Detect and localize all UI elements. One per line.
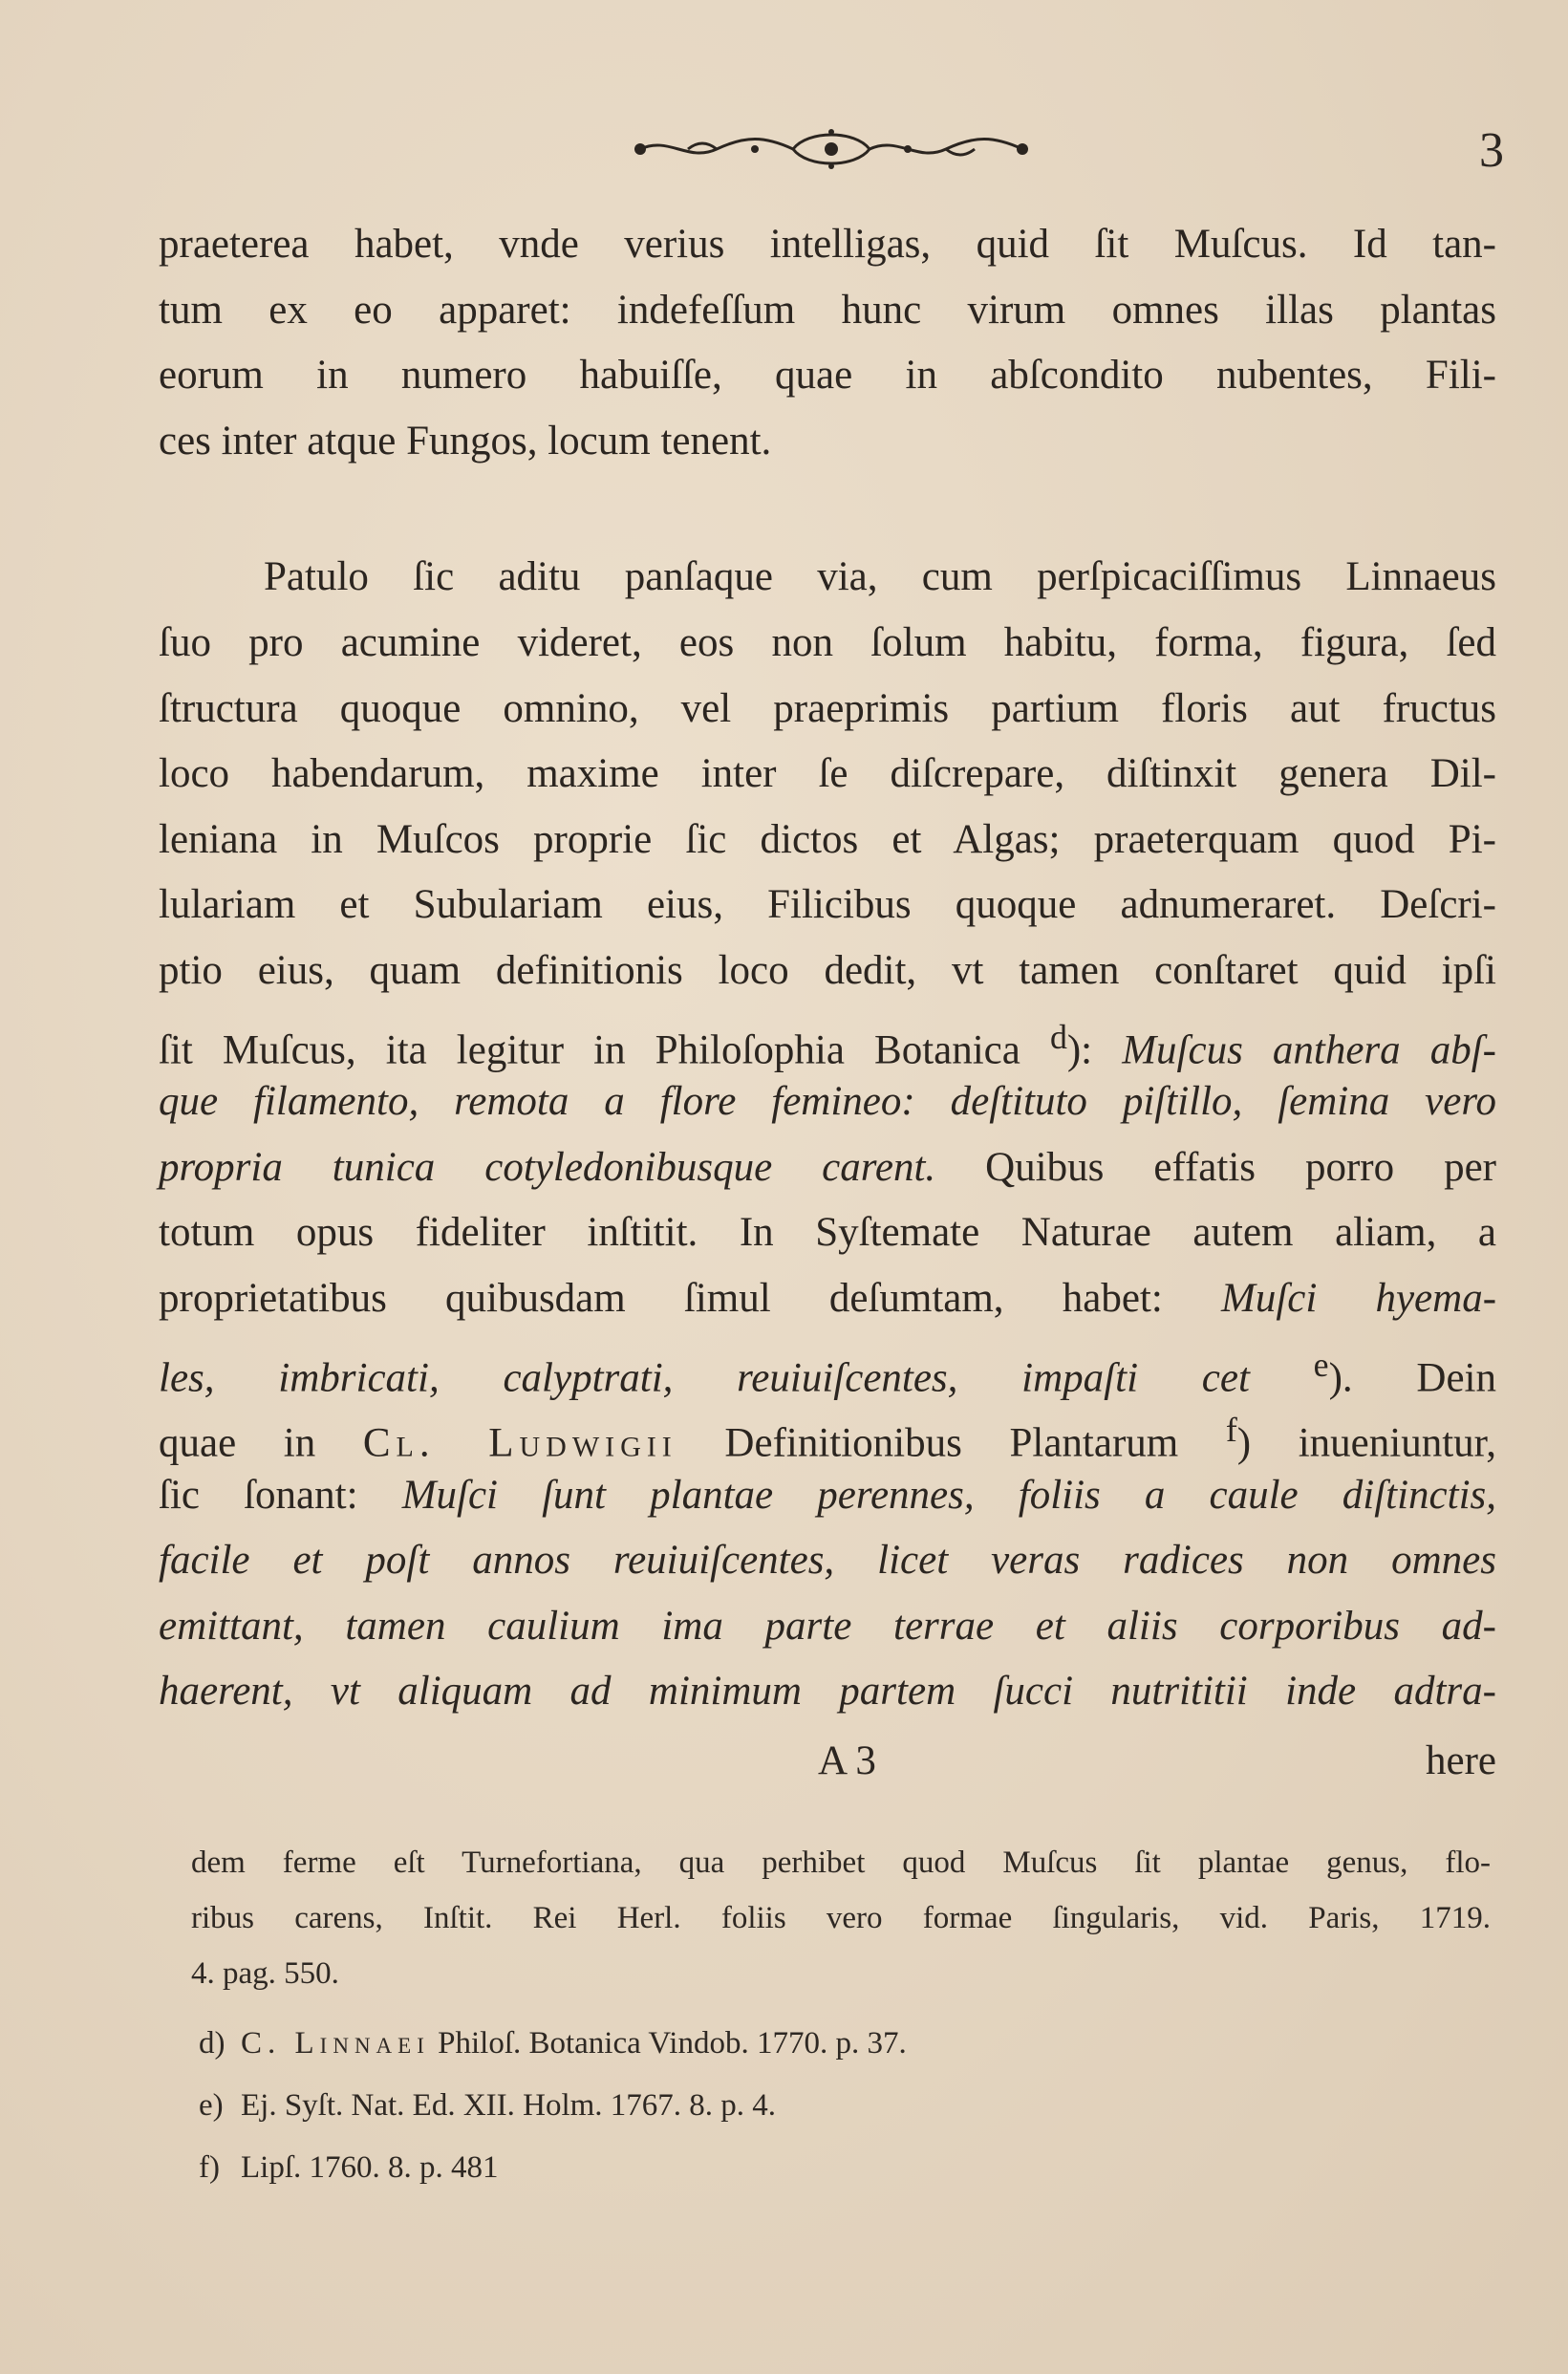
- page-number: 3: [1479, 123, 1504, 178]
- text-span: quae in: [159, 1420, 316, 1466]
- signature-line: [159, 1730, 1496, 1793]
- text-line: Patulo ſic aditu panſaque via, cum perſpicaciſſimus Linnaeus: [264, 554, 1496, 600]
- text-line: [159, 1397, 1497, 1466]
- footnote-d: [199, 2026, 907, 2061]
- text-line: emittant, tamen caulium ima parte terrae et aliis corporibus ad-: [159, 1603, 1496, 1649]
- text-line: ſtructura quoque omnino, vel praeprimis partium floris aut fructus: [159, 685, 1496, 731]
- italic-span: Muſci hyema-: [1221, 1275, 1497, 1321]
- text-line: ptio eius, quam definitionis loco dedit, vt tamen conſtaret quid ipſi: [159, 947, 1496, 993]
- text-line: que filamento, remota a flore femineo: deſtituto piſtillo, ſemina vero: [159, 1079, 1496, 1125]
- footnotes: [191, 1835, 1491, 2185]
- text-line: tum ex eo apparet: indefeſſum hunc virum omnes illas plantas: [159, 287, 1496, 333]
- text-span: Quibus effatis porro per: [935, 1144, 1496, 1190]
- footnote-f: [199, 2150, 499, 2186]
- footnote-text: Philoſ. Botanica Vindob. 1770. p. 37.: [438, 2026, 907, 2061]
- catchword: here: [1426, 1738, 1496, 1783]
- text-span: ) inueniuntur,: [1236, 1420, 1497, 1466]
- footnote-ref: e: [1313, 1345, 1329, 1384]
- ornament-icon: [631, 122, 1032, 176]
- footnote-ref: f: [1225, 1411, 1237, 1450]
- text-line: praeterea habet, vnde verius intelligas, quid ſit Muſcus. Id tan-: [159, 222, 1496, 267]
- author-name: Cl. Ludwigii: [362, 1420, 677, 1466]
- footnote-line: ribus carens, Inſtit. Rei Herl. foliis vero formae ſingularis, vid. Paris, 1719.: [191, 1901, 1491, 1935]
- footnote-ref: d: [1049, 1017, 1067, 1056]
- text-span: ):: [1066, 1026, 1123, 1072]
- paragraph-gap: [159, 474, 1496, 545]
- text-line: ces inter atque Fungos, locum tenent.: [159, 418, 772, 464]
- text-span: ). Dein: [1328, 1354, 1496, 1400]
- author-name: C. Linnaei: [241, 2026, 430, 2061]
- text-span: proprietatibus quibusdam ſimul deſumtam, habet:: [159, 1275, 1163, 1321]
- text-span: Definitionibus Plantarum: [677, 1420, 1179, 1466]
- italic-span: propria tunica cotyledonibusque carent.: [159, 1144, 936, 1190]
- footnote-continuation: [191, 1835, 1491, 2001]
- text-line: [159, 1463, 1496, 1529]
- footnote-line: dem ferme eſt Turnefortiana, qua perhibet quod Muſcus ſit plantae genus, flo-: [191, 1845, 1491, 1880]
- text-line: [159, 1004, 1496, 1070]
- footnote-e: [199, 2088, 776, 2124]
- text-line: [159, 1332, 1496, 1398]
- footnote-mark: f): [199, 2150, 220, 2185]
- footnote-mark: e): [199, 2088, 224, 2123]
- text-line: totum opus fideliter inſtitit. In Syſtemate Naturae autem aliam, a: [159, 1210, 1496, 1256]
- footnote-text: Lipſ. 1760. 8. p. 481: [241, 2150, 499, 2185]
- text-line: ſuo pro acumine videret, eos non ſolum habitu, forma, figura, ſed: [159, 619, 1496, 665]
- text-line: loco habendarum, maxime inter ſe diſcrepare, diſtinxit genera Dil-: [159, 751, 1496, 797]
- main-text-block: [159, 212, 1496, 1725]
- text-line: facile et poſt annos reuiuiſcentes, licet veras radices non omnes: [159, 1538, 1496, 1584]
- text-line: eorum in numero habuiſſe, quae in abſcondito nubentes, Fili-: [159, 353, 1496, 399]
- italic-span: Muſci ſunt plantae perennes, foliis a caule diſtinctis,: [401, 1472, 1497, 1518]
- text-line: leniana in Muſcos proprie ſic dictos et Algas; praeterquam quod Pi-: [159, 816, 1496, 862]
- text-line: lulariam et Subulariam eius, Filicibus quoque adnumeraret. Deſcri-: [159, 882, 1496, 928]
- text-span: ſit Muſcus, ita legitur in Philoſophia Botanica: [159, 1026, 1020, 1072]
- signature-mark: A 3: [818, 1738, 876, 1783]
- footnote-mark: d): [199, 2026, 226, 2061]
- footnote-text: Ej. Syſt. Nat. Ed. XII. Holm. 1767. 8. p. 4.: [241, 2088, 777, 2123]
- italic-span: Muſcus anthera abſ-: [1122, 1026, 1496, 1072]
- text-line: [159, 1135, 1496, 1201]
- text-span: ſic ſonant:: [159, 1472, 358, 1518]
- text-line: [159, 1266, 1496, 1332]
- italic-span: les, imbricati, calyptrati, reuiuiſcentes, impaſti cet: [159, 1354, 1250, 1400]
- text-line: haerent, vt aliquam ad minimum partem ſucci nutrititii inde adtra-: [159, 1669, 1496, 1715]
- footnote-line: 4. pag. 550.: [191, 1956, 339, 1991]
